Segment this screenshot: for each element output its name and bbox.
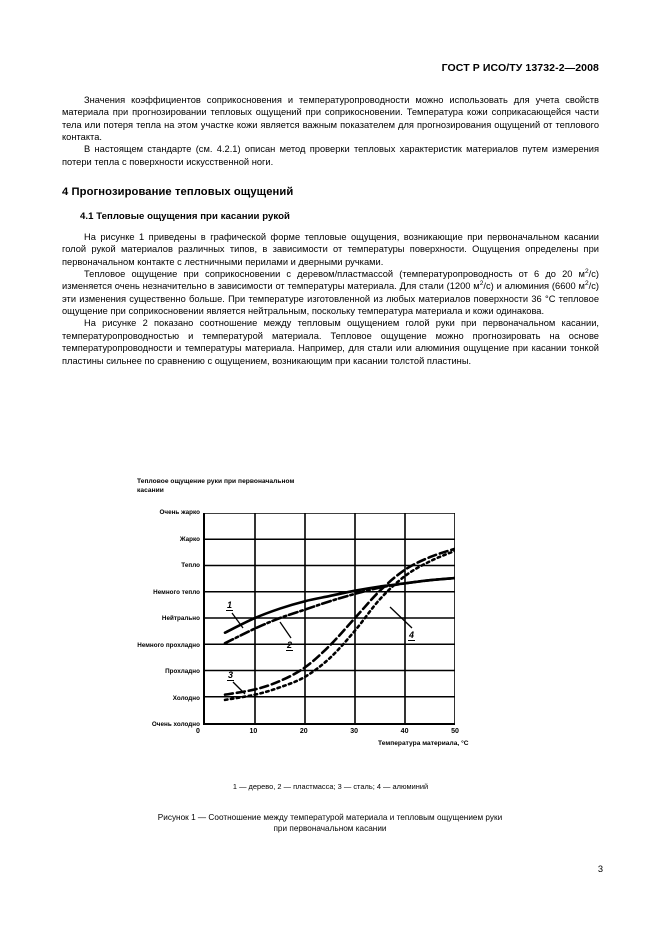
page-number: 3: [597, 864, 603, 874]
y-tick-label-4: Нейтрально: [161, 615, 200, 623]
chart-svg: [205, 513, 455, 723]
paragraph-4-part-a: Тепловое ощущение при соприкосновении с деревом/пластмассой (температуропроводность от 6 до 20 м: [84, 269, 585, 280]
paragraph-4-part-c: /с) и алюминия (6600 м: [483, 281, 585, 292]
chart-origin-label: 0: [196, 728, 200, 735]
document-body: [62, 94, 599, 367]
superscript-square-1: 2: [584, 268, 589, 275]
y-tick-label-0: Очень холодно: [151, 721, 200, 729]
paragraph-3: На рисунке 1 приведены в графической форме тепловые ощущения, возникающие при первоначальном касании голой рукой материалов различных типов, в зависимости от температуры поверхности. Ощущения определены при первоначальном контакте с лестничными перилами и дверными ручками.: [62, 232, 599, 267]
superscript-square-3: 2: [584, 280, 589, 288]
figure-caption-line-2: при первоначальном касании: [273, 824, 387, 833]
curve-label-3: 3: [228, 670, 234, 680]
paragraph-4-part-d: /с) эти изменения существенно больше. При температуре изготовленной из любых материалов поверхности 36 °С тепловое ощущение при соприкосновении является нейтральным, поскольку температура материала и кожи одинакова.: [62, 281, 600, 317]
curve-label-4: 4: [409, 630, 415, 640]
chart-x-axis-title: Температура материала, °C: [378, 740, 469, 747]
curve-label-2: 2: [287, 640, 293, 650]
y-tick-label-5: Немного тепло: [153, 588, 200, 596]
y-tick-label-6: Тепло: [181, 562, 200, 570]
chart-container: [0, 470, 661, 833]
page-header: ГОСТ Р ИСО/ТУ 13732-2—2008: [441, 62, 599, 74]
y-tick-label-8: Очень жарко: [159, 509, 200, 517]
paragraph-5: На рисунке 2 показано соотношение между тепловым ощущением голой руки при первоначальном касании, температуропроводностью и температурой материала. Тепловое ощущение можно прогнозировать на основе температуропроводности и температуры материала. Например, для стали или алюминия ощущение при касании тонкой пластины сильнее по сравнению с ощущением, возникающим при касании толстой пластины.: [62, 318, 599, 366]
figure-caption: [80, 812, 580, 834]
chart-title: Тепловое ощущение руки при первоначальном касании: [137, 478, 295, 494]
figure-legend: 1 — дерево, 2 — пластмасса; 3 — сталь; 4 — алюминий: [232, 782, 429, 791]
y-tick-label-1: Холодно: [172, 694, 200, 702]
x-tick-label-2: 20: [299, 728, 308, 735]
y-tick-label-2: Прохладно: [165, 668, 200, 676]
section-heading-4-1: 4.1 Тепловые ощущения при касании рукой: [80, 211, 290, 223]
paragraph-2: В настоящем стандарте (см. 4.2.1) описан метод проверки тепловых характеристик материалов путем измерения потери тепла с поверхности искусственной ноги.: [62, 144, 599, 167]
chart-plot-area: [203, 513, 455, 725]
superscript-square-2: 2: [479, 280, 484, 288]
curve-label-1: 1: [227, 600, 233, 610]
y-tick-label-7: Жарко: [179, 535, 200, 543]
paragraph-1: Значения коэффициентов соприкосновения и температуропроводности можно использовать для учета свойств материала при прогнозировании тепловых ощущений при соприкосновении. Температура кожи соприкасающейся части тела или потеря тепла на этом участке кожи является важным показателем для прогнозирования ощущений от теплового контакта.: [62, 95, 599, 143]
chart-y-axis-labels: [128, 509, 200, 729]
x-tick-label-5: 50: [451, 728, 459, 735]
x-tick-label-4: 40: [400, 728, 409, 735]
x-tick-label-1: 10: [249, 728, 258, 735]
paragraph-4-part-b: /с) изменяется очень незначительно в зависимости от температуры материала. Для стали (1200 м: [62, 269, 599, 292]
y-tick-label-3: Немного прохладно: [137, 641, 200, 649]
figure-1: [0, 470, 661, 833]
figure-caption-line-1: Рисунок 1 — Соотношение между температурой материала и тепловым ощущением руки: [157, 813, 503, 822]
x-tick-label-3: 30: [350, 728, 359, 735]
section-heading-4: 4 Прогнозирование тепловых ощущений: [62, 186, 294, 199]
paragraph-4: [62, 268, 599, 317]
chart-curves: [225, 549, 455, 700]
